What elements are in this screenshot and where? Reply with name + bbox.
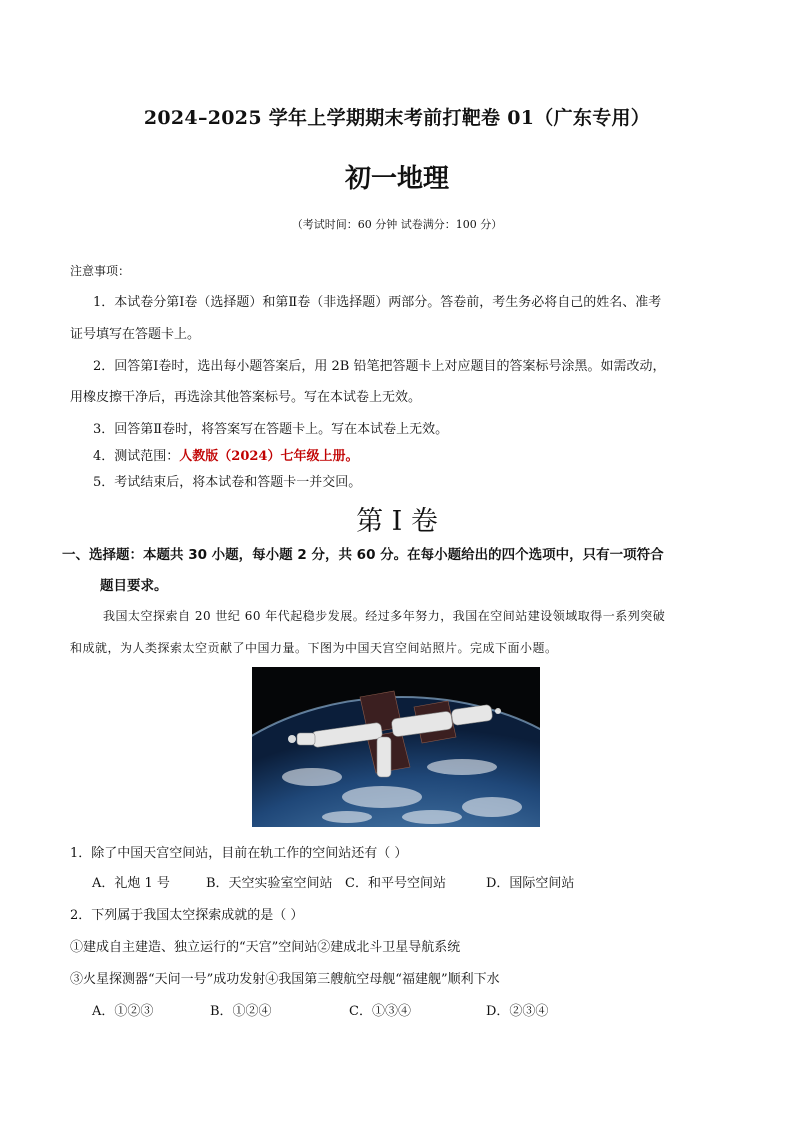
exam-info: （考试时间：60 分钟 试卷满分：100 分） (291, 218, 503, 231)
question-1-option-a: A．礼炮 1 号 (92, 876, 170, 891)
section-1-line-1: 一、选择题：本题共 30 小题，每小题 2 分，共 60 分。在每小题给出的四个选项中，只有一项符合 (62, 547, 664, 563)
question-1-option-d: D．国际空间站 (486, 876, 575, 891)
notice-item-4-prefix: 4．测试范围： (93, 449, 180, 464)
question-1-option-b: B．天空实验室空间站 (206, 876, 333, 891)
notice-item-2-line-2: 用橡皮擦干净后，再选涂其他答案标号。写在本试卷上无效。 (70, 390, 422, 405)
question-2-option-b: B．①②④ (210, 1004, 272, 1019)
space-station-photo (252, 667, 540, 827)
question-2-option-a: A．①②③ (92, 1004, 154, 1019)
notice-heading: 注意事项： (70, 264, 131, 278)
notice-item-4-highlight: 人教版（2024）七年级上册。 (179, 449, 359, 464)
question-2-statements-line-2: ③火星探测器“天问一号”成功发射④我国第三艘航空母舰“福建舰”顺利下水 (70, 972, 500, 987)
notice-item-1-line-2: 证号填写在答题卡上。 (70, 327, 201, 342)
notice-item-2-line-1: 2．回答第Ⅰ卷时，选出每小题答案后，用 2B 铅笔把答题卡上对应题目的答案标号涂黑。如需改动， (93, 359, 666, 374)
question-2-option-c: C．①③④ (349, 1004, 411, 1019)
notice-item-1-line-1: 1．本试卷分第Ⅰ卷（选择题）和第Ⅱ卷（非选择题）两部分。答卷前，考生务必将自己的姓名、准考 (93, 295, 662, 310)
question-1-option-c: C．和平号空间站 (345, 876, 446, 891)
space-station-illustration (252, 667, 540, 827)
question-1-stem: 1．除了中国天宫空间站，目前在轨工作的空间站还有（ ） (70, 846, 408, 861)
subject-title: 初一地理 (344, 164, 449, 194)
paper-title: 2024–2025 学年上学期期末考前打靶卷 01（广东专用） (143, 107, 651, 129)
passage-line-1: 我国太空探索自 20 世纪 60 年代起稳步发展。经过多年努力，我国在空间站建设领域取得一系列突破 (103, 609, 666, 623)
passage-line-2: 和成就，为人类探索太空贡献了中国力量。下图为中国天宫空间站照片。完成下面小题。 (70, 641, 558, 655)
section-1-line-2: 题目要求。 (100, 578, 168, 594)
question-2-stem: 2．下列属于我国太空探索成就的是（ ） (70, 908, 304, 923)
question-2-statements-line-1: ①建成自主建造、独立运行的“天宫”空间站②建成北斗卫星导航系统 (70, 940, 461, 955)
question-2-option-d: D．②③④ (486, 1004, 549, 1019)
volume-heading: 第 I 卷 (356, 506, 438, 537)
notice-item-3: 3．回答第Ⅱ卷时，将答案写在答题卡上。写在本试卷上无效。 (93, 422, 449, 437)
notice-item-4 (93, 445, 358, 464)
notice-item-5: 5．考试结束后，将本试卷和答题卡一并交回。 (93, 475, 362, 490)
